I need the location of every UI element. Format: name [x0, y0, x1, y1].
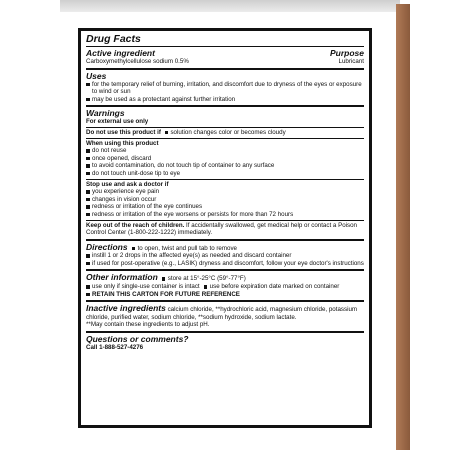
- when-using-item: do not touch unit-dose tip to eye: [86, 170, 364, 178]
- external-use-note: For external use only: [86, 118, 149, 126]
- keep-out-of-reach: [86, 220, 364, 237]
- keep-out-bold: Keep out of the reach of children.: [86, 221, 185, 229]
- questions-phone: Call 1-888-527-4276: [86, 344, 144, 352]
- uses-item: for the temporary relief of burning, irritation, and discomfort due to dryness of the eyes or exposure to wind or sun: [86, 81, 364, 96]
- stop-use-item: redness or irritation of the eye worsens or persists for more than 72 hours: [86, 211, 364, 219]
- retain-carton-note: RETAIN THIS CARTON FOR FUTURE REFERENCE: [86, 291, 364, 299]
- stop-use-block: [86, 179, 364, 219]
- stop-use-heading: Stop use and ask a doctor if: [86, 180, 169, 188]
- other-info-item: use before expiration date marked on container: [204, 283, 340, 291]
- warnings-section: [86, 105, 364, 236]
- questions-section: [86, 331, 364, 352]
- warnings-heading: Warnings: [86, 108, 125, 119]
- other-info-item: use only if single-use container is intact: [86, 283, 200, 291]
- do-not-use-row: [86, 127, 364, 137]
- inactive-text: calcium chloride, **hydrochloric acid, magnesium chloride, potassium chloride, purified water, sodium chloride, **sodium hydroxide, sodium lactate.: [86, 306, 358, 321]
- do-not-use-item: solution changes color or becomes cloudy: [170, 128, 286, 136]
- directions-item: instill 1 or 2 drops in the affected eye(s) as needed and discard container: [86, 252, 364, 260]
- when-using-heading: When using this product: [86, 139, 159, 147]
- active-ingredient-section: [86, 46, 364, 66]
- active-ingredient-heading: Active ingredient: [86, 48, 155, 58]
- inactive-ingredients-section: [86, 300, 364, 329]
- questions-heading: Questions or comments?: [86, 334, 189, 345]
- directions-item: if used for post-operative (e.g., LASIK) dryness and discomfort, follow your eye doctor's instructions: [86, 260, 364, 268]
- active-ingredient-value: Carboxymethylcellulose sodium 0.5%: [86, 58, 189, 65]
- when-using-item: do not reuse: [86, 147, 364, 155]
- stop-use-item: redness or irritation of the eye continues: [86, 203, 364, 211]
- when-using-item: once opened, discard: [86, 155, 364, 163]
- uses-section: [86, 68, 364, 104]
- inactive-note: **May contain these ingredients to adjust pH.: [86, 321, 210, 329]
- when-using-block: [86, 138, 364, 178]
- keep-out-text: If accidentally swallowed, get medical help or contact a Poison Control Center (1-800-222-1222) immediately.: [86, 221, 357, 237]
- other-info-item: store at 15°-25°C (59°-77°F): [162, 275, 246, 283]
- uses-heading: Uses: [86, 70, 107, 81]
- stop-use-item: changes in vision occur: [86, 196, 364, 204]
- other-info-section: [86, 269, 364, 298]
- directions-item: to open, twist and pull tab to remove: [132, 245, 237, 253]
- bullet-square: [165, 131, 169, 135]
- do-not-use-label: Do not use this product if: [86, 128, 161, 136]
- stop-use-item: you experience eye pain: [86, 188, 364, 196]
- drug-facts-title: Drug Facts: [86, 33, 141, 45]
- uses-item: may be used as a protectant against further irritation: [86, 96, 364, 104]
- when-using-item: to avoid contamination, do not touch tip of container to any surface: [86, 162, 364, 170]
- carton-side-edge: [396, 4, 410, 450]
- directions-section: [86, 239, 364, 268]
- directions-heading: Directions: [86, 241, 128, 252]
- other-info-heading: Other information: [86, 272, 158, 283]
- purpose-value: Lubricant: [338, 58, 364, 65]
- carton-top-edge: [60, 0, 400, 12]
- purpose-heading: Purpose: [329, 48, 364, 58]
- inactive-heading: Inactive ingredients: [86, 303, 166, 314]
- drug-facts-panel: [78, 28, 372, 428]
